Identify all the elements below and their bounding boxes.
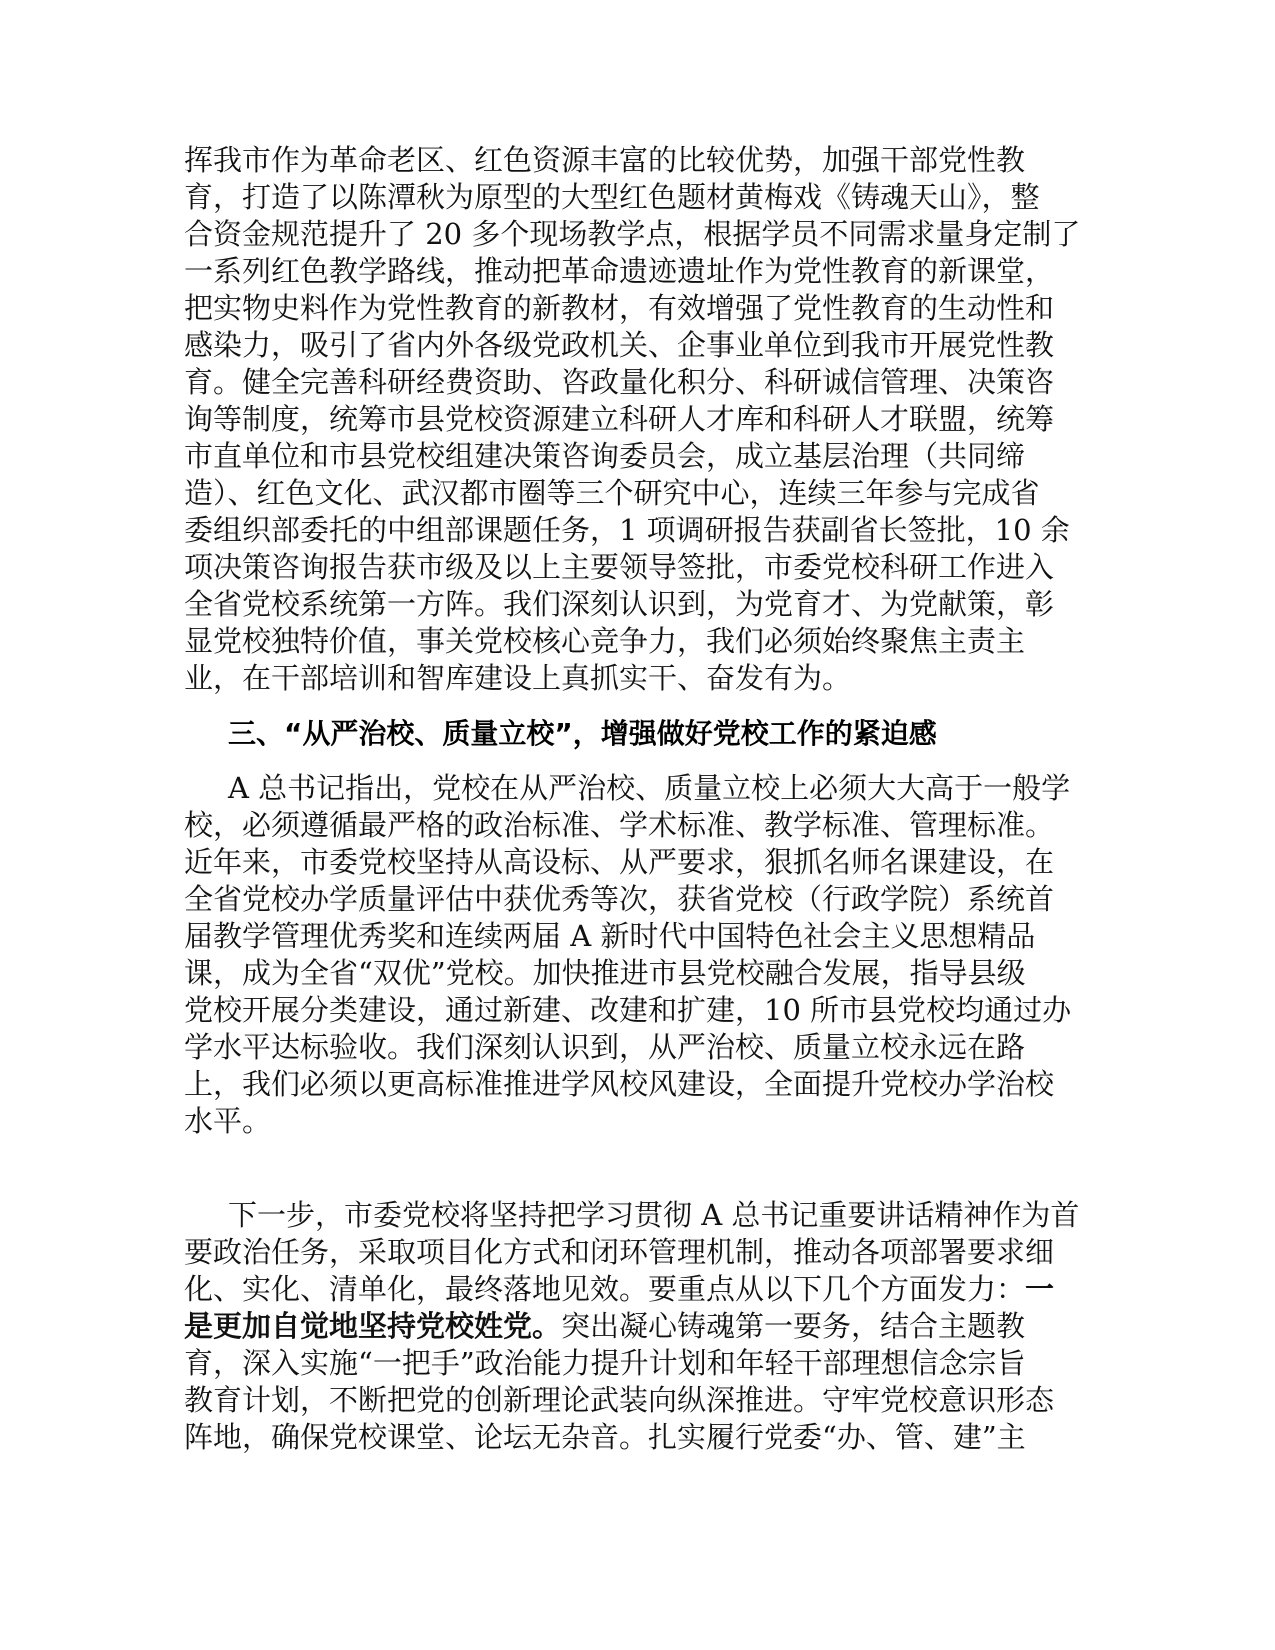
section-heading (228, 717, 1128, 753)
paragraph-line: 学水平达标验收。我们深刻认识到，从严治校、质量立校永远在路 (184, 1030, 1026, 1064)
section-heading-text: 三、“从严治校、质量立校”，增强做好党校工作的紧迫感 (228, 717, 937, 750)
paragraph-line: 显党校独特价值，事关党校核心竞争力，我们必须始终聚焦主责主 (184, 624, 1026, 658)
paragraph-line: 把实物史料作为党性教育的新教材，有效增强了党性教育的生动性和 (184, 291, 1055, 325)
paragraph-text: 突出凝心铸魂第一要务，结合主题教 (561, 1309, 1026, 1343)
paragraph-line: 一系列红色教学路线，推动把革命遗迹遗址作为党性教育的新课堂， (184, 254, 1055, 288)
paragraph-line: 课，成为全省“双优”党校。加快推进市县党校融合发展，指导县级 (184, 956, 1026, 990)
paragraph-line: 全省党校办学质量评估中获优秀等次，获省党校（行政学院）系统首 (184, 882, 1055, 916)
paragraph-line: 党校开展分类建设，通过新建、改建和扩建，10 所市县党校均通过办 (184, 993, 1072, 1027)
paragraph-line: A 总书记指出，党校在从严治校、质量立校上必须大大高于一般学 (228, 771, 1071, 805)
emphasis-text: 一 (1025, 1272, 1055, 1306)
paragraph-line: 上，我们必须以更高标准推进学风校风建设，全面提升党校办学治校 (184, 1067, 1055, 1101)
paragraph-line: 委组织部委托的中组部课题任务，1 项调研报告获副省长签批，10 余 (184, 513, 1070, 547)
paragraph-line: 近年来，市委党校坚持从高设标、从严要求，狠抓名师名课建设，在 (184, 845, 1055, 879)
paragraph-2 (184, 771, 1084, 1151)
paragraph-line: 全省党校系统第一方阵。我们深刻认识到，为党育才、为党献策，彰 (184, 587, 1055, 621)
paragraph-line: 校，必须遵循最严格的政治标准、学术标准、教学标准、管理标准。 (184, 808, 1055, 842)
paragraph-line: 水平。 (184, 1104, 272, 1138)
paragraph-line: 业，在干部培训和智库建设上真抓实干、奋发有为。 (184, 661, 852, 695)
paragraph-line: 感染力，吸引了省内外各级党政机关、企事业单位到我市开展党性教 (184, 328, 1055, 362)
paragraph-line: 届教学管理优秀奖和连续两届 A 新时代中国特色社会主义思想精品 (184, 919, 1036, 953)
paragraph-line: 育，打造了以陈潭秋为原型的大型红色题材黄梅戏《铸魂天山》，整 (184, 180, 1040, 214)
paragraph-line: 挥我市作为革命老区、红色资源丰富的比较优势，加强干部党性教 (184, 143, 1026, 177)
paragraph-text: 化、实化、清单化，最终落地见效。要重点从以下几个方面发力： (184, 1272, 1026, 1306)
paragraph-line: 合资金规范提升了 20 多个现场教学点，根据学员不同需求量身定制了 (184, 217, 1081, 251)
emphasis-text: 是更加自觉地坚持党校姓党。 (184, 1309, 562, 1343)
paragraph-line (184, 1309, 1025, 1343)
paragraph-line: 下一步，市委党校将坚持把学习贯彻 A 总书记重要讲话精神作为首 (228, 1198, 1080, 1232)
paragraph-line (184, 1272, 1054, 1306)
paragraph-1 (184, 143, 1084, 703)
paragraph-line: 阵地，确保党校课堂、论坛无杂音。扎实履行党委“办、管、建”主 (184, 1420, 1026, 1454)
paragraph-3 (184, 1198, 1084, 1468)
paragraph-line: 育，深入实施“一把手”政治能力提升计划和年轻干部理想信念宗旨 (184, 1346, 1026, 1380)
paragraph-line: 询等制度，统筹市县党校资源建立科研人才库和科研人才联盟，统筹 (184, 402, 1055, 436)
paragraph-line: 项决策咨询报告获市级及以上主要领导签批，市委党校科研工作进入 (184, 550, 1055, 584)
paragraph-line: 要政治任务，采取项目化方式和闭环管理机制，推动各项部署要求细 (184, 1235, 1055, 1269)
paragraph-line: 市直单位和市县党校组建决策咨询委员会，成立基层治理（共同缔 (184, 439, 1026, 473)
paragraph-line: 育。健全完善科研经费资助、咨政量化积分、科研诚信管理、决策咨 (184, 365, 1055, 399)
paragraph-line: 教育计划，不断把党的创新理论武装向纵深推进。守牢党校意识形态 (184, 1383, 1055, 1417)
paragraph-line: 造）、红色文化、武汉都市圈等三个研究中心，连续三年参与完成省 (184, 476, 1040, 510)
